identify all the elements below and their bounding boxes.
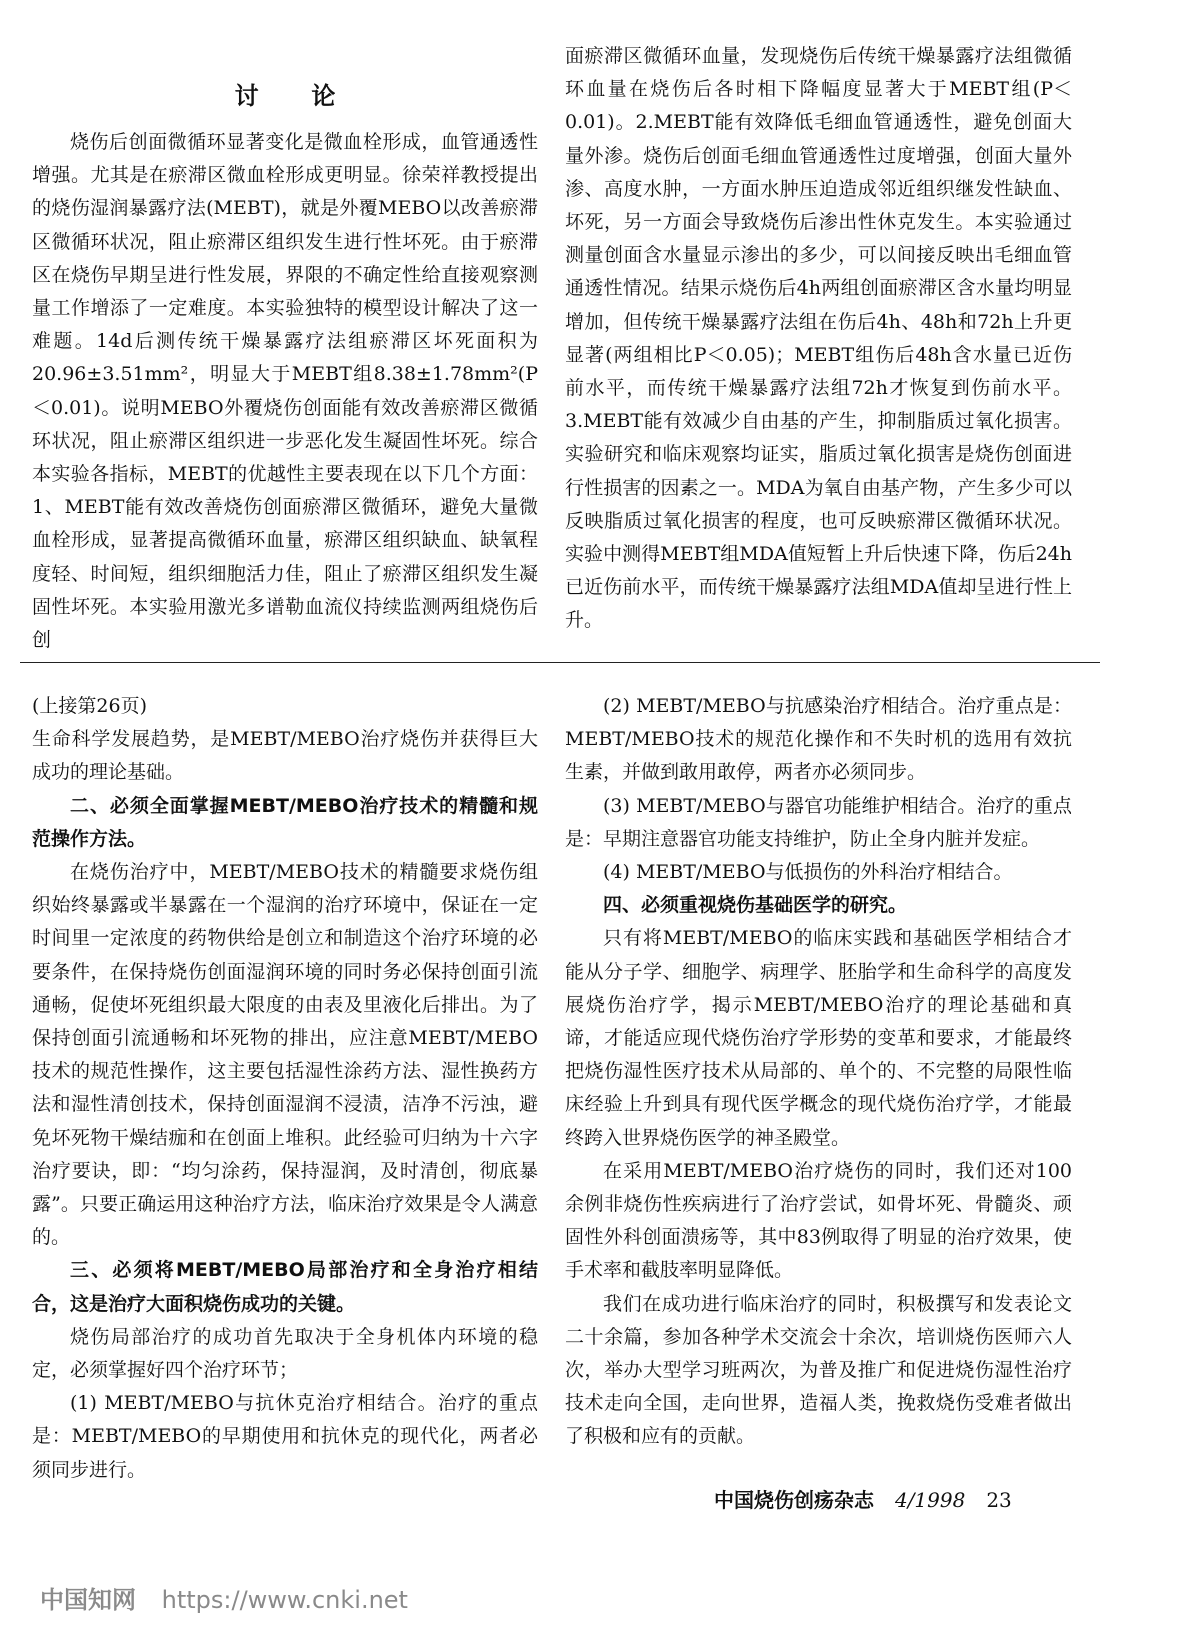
continued-from-note: (上接第26页) — [32, 695, 148, 717]
section-heading-2: 二、必须全面掌握MEBT/MEBO治疗技术的精髓和规范操作方法。 — [32, 794, 538, 850]
body-paragraph: 只有将MEBT/MEBO的临床实践和基础医学相结合才能从分子学、细胞学、病理学、胚胎学和生命科学的高度发展烧伤治疗学，揭示MEBT/MEBO治疗的理论基础和真谛，才能适应现代烧伤治疗学形势的变革和要求，才能最终把烧伤湿性医疗技术从局部的、单个的、不完整的局限性临床经验上升到具有现代医学概念的现代烧伤治疗学，才能最终跨入世界烧伤医学的神圣殿堂。 — [565, 927, 1072, 1149]
continued-left-column — [32, 690, 538, 1487]
discussion-right-column — [565, 40, 1072, 638]
watermark-url: https://www.cnki.net — [161, 1586, 408, 1614]
cnki-watermark — [40, 1580, 408, 1615]
body-paragraph: 我们在成功进行临床治疗的同时，积极撰写和发表论文二十余篇，参加各种学术交流会十余次，培训烧伤医师六人次，举办大型学习班两次，为普及推广和促进烧伤湿性治疗技术走向全国，走向世界，造福人类，挽救烧伤受难者做出了积极和应有的贡献。 — [565, 1292, 1072, 1448]
watermark-brand: 中国知网 — [40, 1586, 136, 1614]
body-paragraph: 烧伤局部治疗的成功首先取决于全身机体内环境的稳定，必须掌握好四个治疗环节； — [32, 1325, 538, 1382]
issue-number: 4/1998 — [894, 1488, 966, 1512]
journal-name: 中国烧伤创疡杂志 — [714, 1488, 874, 1512]
page-number: 23 — [986, 1488, 1012, 1512]
list-item: (3) MEBT/MEBO与器官功能维护相结合。治疗的重点是：早期注意器官功能支持维护，防止全身内脏并发症。 — [565, 794, 1072, 850]
page-footer — [714, 1484, 1012, 1513]
list-item: (2) MEBT/MEBO与抗感染治疗相结合。治疗重点是：MEBT/MEBO技术的规范化操作和不失时机的选用有效抗生素，并做到敢用敢停，两者亦必须同步。 — [565, 695, 1072, 784]
body-paragraph: 在采用MEBT/MEBO治疗烧伤的同时，我们还对100余例非烧伤性疾病进行了治疗尝试，如骨坏死、骨髓炎、顽固性外科创面溃疡等，其中83例取得了明显的治疗效果，使手术率和截肢率明显降低。 — [565, 1159, 1072, 1282]
section-heading-3: 三、必须将MEBT/MEBO局部治疗和全身治疗相结合，这是治疗大面积烧伤成功的关键。 — [32, 1259, 538, 1315]
section-heading-4: 四、必须重视烧伤基础医学的研究。 — [603, 894, 908, 917]
discussion-title: 讨论 — [234, 82, 389, 110]
list-item: (1) MEBT/MEBO与抗休克治疗相结合。治疗的重点是：MEBT/MEBO的早期使用和抗休克的现代化，两者必须同步进行。 — [32, 1392, 538, 1481]
body-paragraph: 生命科学发展趋势，是MEBT/MEBO治疗烧伤并获得巨大成功的理论基础。 — [32, 728, 538, 784]
discussion-left-column — [32, 76, 538, 657]
section-divider — [20, 662, 1100, 663]
list-item: (4) MEBT/MEBO与低损伤的外科治疗相结合。 — [603, 861, 1013, 884]
continued-right-column — [565, 690, 1072, 1454]
discussion-paragraph: 烧伤后创面微循环显著变化是微血栓形成，血管通透性增强。尤其是在瘀滞区微血栓形成更明显。徐荣祥教授提出的烧伤湿润暴露疗法(MEBT)，就是外覆MEBO以改善瘀滞区微循环状况，阻止瘀滞区组织发生进行性坏死。由于瘀滞区在烧伤早期呈进行性发展，界限的不确定性给直接观察测量工作增添了一定难度。本实验独特的模型设计解决了这一难题。14d后测传统干燥暴露疗法组瘀滞区坏死面积为20.96±3.51mm²，明显大于MEBT组8.38±1.78mm²(P＜0.01)。说明MEBO外覆烧伤创面能有效改善瘀滞区微循环状况，阻止瘀滞区组织进一步恶化发生凝固性坏死。综合本实验各指标，MEBT的优越性主要表现在以下几个方面：1、MEBT能有效改善烧伤创面瘀滞区微循环，避免大量微血栓形成，显著提高微循环血量，瘀滞区组织缺血、缺氧程度轻、时间短，组织细胞活力佳，阻止了瘀滞区组织发生凝固性坏死。本实验用激光多谱勒血流仪持续监测两组烧伤后创 — [32, 131, 538, 652]
discussion-paragraph: 面瘀滞区微循环血量，发现烧伤后传统干燥暴露疗法组微循环血量在烧伤后各时相下降幅度显著大于MEBT组(P＜0.01)。2.MEBT能有效降低毛细血管通透性，避免创面大量外渗。烧伤后创面毛细血管通透性过度增强，创面大量外渗、高度水肿，一方面水肿压迫造成邻近组织继发性缺血、坏死，另一方面会导致烧伤后渗出性休克发生。本实验通过测量创面含水量显示渗出的多少，可以间接反映出毛细血管通透性情况。结果示烧伤后4h两组创面瘀滞区含水量均明显增加，但传统干燥暴露疗法组在伤后4h、48h和72h上升更显著(两组相比P＜0.05)；MEBT组伤后48h含水量已近伤前水平，而传统干燥暴露疗法组72h才恢复到伤前水平。3.MEBT能有效减少自由基的产生，抑制脂质过氧化损害。实验研究和临床观察均证实，脂质过氧化损害是烧伤创面进行性损害的因素之一。MDA为氧自由基产物，产生多少可以反映脂质过氧化损害的程度，也可反映瘀滞区微循环状况。实验中测得MEBT组MDA值短暂上升后快速下降，伤后24h已近伤前水平，而传统干燥暴露疗法组MDA值却呈进行性上升。 — [565, 45, 1072, 632]
body-paragraph: 在烧伤治疗中，MEBT/MEBO技术的精髓要求烧伤组织始终暴露或半暴露在一个湿润的治疗环境中，保证在一定时间里一定浓度的药物供给是创立和制造这个治疗环境的必要条件，在保持烧伤创面湿润环境的同时务必保持创面引流通畅，促使坏死组织最大限度的由表及里液化后排出。为了保持创面引流通畅和坏死物的排出，应注意MEBT/MEBO技术的规范性操作，这主要包括湿性涂药方法、湿性换药方法和湿性清创技术，保持创面湿润不浸渍，洁净不污浊，避免坏死物干燥结痂和在创面上堆积。此经验可归纳为十六字治疗要诀，即：“均匀涂药，保持湿润，及时清创，彻底暴露”。只要正确运用这种治疗方法，临床治疗效果是令人满意的。 — [32, 861, 538, 1249]
